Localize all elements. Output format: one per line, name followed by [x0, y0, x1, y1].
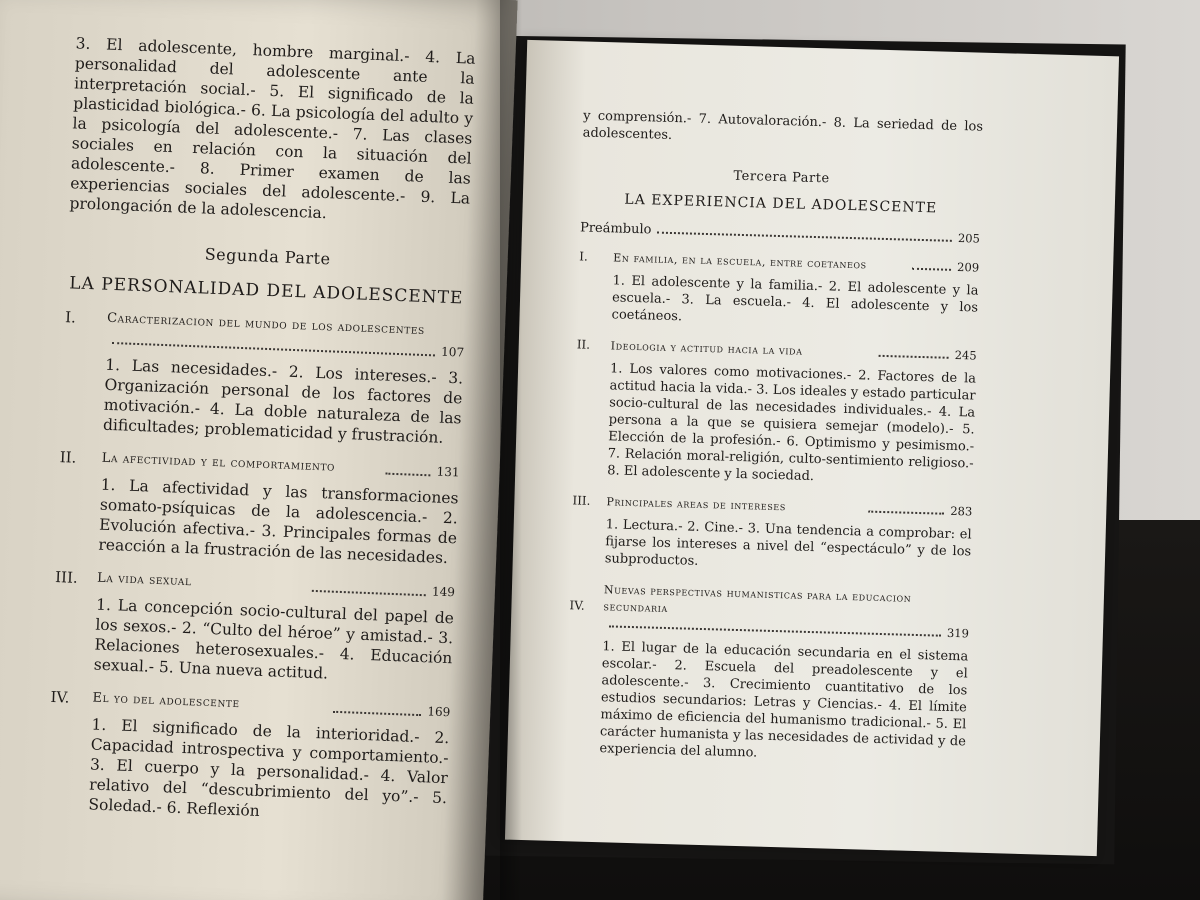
page-number: 169 — [427, 704, 451, 720]
toc-entry-left-3 — [51, 567, 455, 688]
chapter-description: 1. El significado de la interioridad.- 2. Capacidad introspectiva y comportamiento.- 3. El cuerpo y la personalidad.- 4. Valor relativo del “descubrimiento del yo”.- 5. Soledad.- 6. Reflexión — [88, 715, 450, 821]
leader-dots — [312, 590, 426, 596]
preambulo-label: Preámbulo — [579, 220, 652, 238]
chapter-heading: En familia, en la escuela, entre coetaneos — [613, 251, 867, 272]
chapter-description: 1. El lugar de la educación secundaria en el sistema escolar.- 2. Escuela del preadolescente y el adolescente.- 3. Crecimiento cuantitativo de los estudios secundarios: Letras y Ciencias.- 4. El límite máximo de eficiencia del humanismo tradicional.- 5. El carácter humanista y las necesidades de actividad y de experiencia del alumno. — [599, 639, 969, 761]
right-page — [505, 40, 1119, 856]
chapter-number: I. — [579, 249, 589, 264]
chapter-heading: El yo del adolescente — [92, 690, 241, 712]
leader-dots — [868, 511, 944, 515]
chapter-number: III. — [54, 568, 79, 587]
right-part-label: Tercera Parte — [733, 168, 830, 187]
right-intro-text: y comprensión.- 7. Autovaloración.- 8. La seriedad de los adolescentes. — [582, 108, 984, 143]
left-page-content — [46, 33, 476, 842]
page-number: 107 — [440, 344, 465, 360]
toc-entry-right-4 — [565, 580, 970, 767]
chapter-description: 1. El adolescente y la familia.- 2. El adolescente y la escuela.- 3. La escuela.- 4. El adolescente y los coetáneos. — [611, 273, 979, 325]
chapter-heading: Ideologia y actitud hacia la vida — [610, 339, 803, 358]
chapter-heading: Nuevas perspectivas humanisticas para la educacion secundaria — [603, 583, 912, 616]
chapter-heading: La afectividad y el comportamiento — [101, 450, 336, 475]
toc-entry-left-2 — [56, 447, 460, 568]
toc-entry-right-1 — [577, 248, 979, 333]
right-page-content — [565, 107, 983, 781]
chapter-description: 1. Los valores como motivaciones.- 2. Factores de la actitud hacia la vida.- 3. Los ideales y estado particular socio-cultural de las necesidades individuales.- 4. La persona a la que se quisiera semejar (modelo).- 5. Elección de la profesión.- 6. Optimismo y pesimismo.- 7. Relación moral-religión, culto-sentimiento religioso.- 8. El adolescente y la sociedad. — [607, 361, 977, 485]
right-part-title: LA EXPERIENCIA DEL ADOLESCENTE — [624, 191, 938, 217]
chapter-number: I. — [64, 308, 77, 327]
left-page — [0, 0, 518, 900]
leader-dots — [879, 355, 949, 359]
page-number: 245 — [954, 347, 977, 363]
leader-dots — [609, 625, 941, 636]
toc-entry-left-1 — [61, 307, 466, 448]
leader-dots — [657, 232, 952, 242]
chapter-heading: Principales areas de intereses — [606, 495, 787, 514]
chapter-heading: La vida sexual — [96, 570, 192, 590]
page-number: 149 — [431, 584, 456, 600]
chapter-description: 1. La afectividad y las transformaciones somato-psíquicas de la adolescencia.- 2. Evolución afectiva.- 3. Principales formas de reacción a la frustración de las necesidades. — [98, 475, 459, 568]
preambulo-row — [580, 219, 980, 247]
page-number: 209 — [956, 259, 980, 275]
chapter-number: IV. — [569, 598, 585, 613]
leader-dots — [112, 342, 435, 356]
chapter-description: 1. Lectura.- 2. Cine.- 3. Una tendencia a comprobar: el fijarse los intereses a nivel del “espectáculo” y de los subproductos. — [604, 517, 972, 569]
toc-entry-left-4 — [46, 687, 451, 828]
chapter-number: IV. — [50, 687, 70, 707]
page-number: 131 — [436, 464, 460, 480]
leader-dots — [333, 711, 421, 716]
chapter-number: II. — [59, 448, 77, 467]
page-number: 283 — [950, 503, 973, 519]
book-gutter-shadow — [500, 0, 522, 900]
chapter-description: 1. Las necesidades.- 2. Los intereses.- 3. Organización personal de los factores de motivación.- 4. La doble naturaleza de las dificultades; problematicidad y frustración. — [102, 355, 464, 447]
left-part-label: Segunda Parte — [204, 244, 331, 269]
chapter-number: III. — [572, 493, 591, 508]
page-number: 319 — [946, 625, 970, 641]
left-intro-text: 3. El adolescente, hombre marginal.- 4. La personalidad del adolescente ante la interpretación social.- 5. El significado de la plasticidad biológica.- 6. La psicología del adulto y la psicología del adolescente.- 7. Las clases sociales en relación con la situación del adolescente.- 8. Primer examen de las experiencias sociales del adolescente.- 9. La prolongación de la adolescencia. — [69, 34, 476, 223]
leader-dots — [912, 268, 951, 271]
page-number: 205 — [957, 230, 981, 246]
left-part-title: LA PERSONALIDAD DEL ADOLESCENTE — [68, 273, 464, 309]
chapter-description: 1. La concepción socio-cultural del papel de los sexos.- 2. “Culto del héroe” y amistad.- 3. Relaciones heterosexuales.- 4. Educación sexual.- 5. Una nueva actitud. — [93, 595, 455, 683]
leader-dots — [386, 473, 431, 477]
chapter-heading: Caracterizacion del mundo de los adolescentes — [106, 310, 426, 338]
toc-entry-right-2 — [573, 336, 977, 489]
chapter-number: II. — [576, 337, 591, 352]
toc-entry-right-3 — [571, 492, 973, 577]
